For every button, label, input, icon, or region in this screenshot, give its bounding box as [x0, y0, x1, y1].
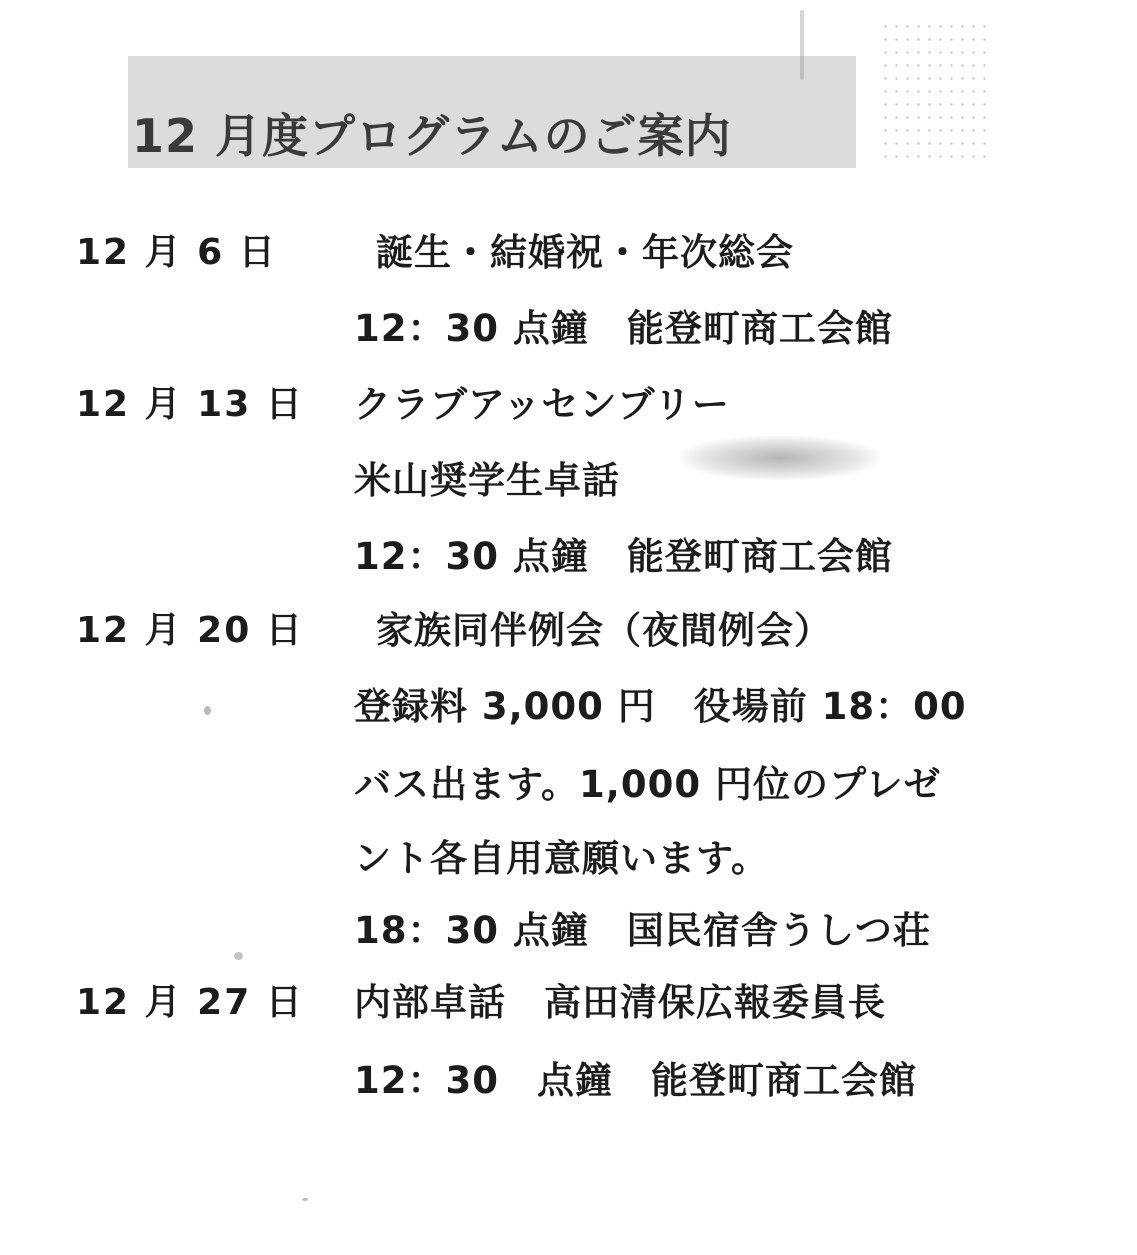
scan-speck: [302, 1198, 308, 1201]
event-date: 12 月 13 日: [76, 384, 304, 425]
event-detail-line: 12：30 点鐘 能登町商工会館: [354, 307, 893, 350]
scan-speck: [234, 952, 243, 960]
scan-noise-top-right: [880, 20, 990, 160]
event-detail-line: クラブアッセンブリー: [354, 383, 730, 426]
event-detail-line: 米山奨学生卓話: [354, 459, 620, 502]
event-detail-line: 内部卓話 高田清保広報委員長: [354, 981, 886, 1024]
page-title: 12 月度プログラムのご案内: [132, 109, 732, 163]
event-date: 12 月 20 日: [76, 610, 304, 651]
scan-speck: [204, 706, 211, 715]
event-detail-line: 18：30 点鐘 国民宿舎うしつ荘: [354, 909, 931, 952]
event-detail-line: 12：30 点鐘 能登町商工会館: [354, 535, 893, 578]
event-detail-line: 誕生・結婚祝・年次総会: [376, 231, 794, 274]
event-date: 12 月 27 日: [76, 982, 304, 1023]
scan-streak: [800, 10, 804, 80]
event-detail-line: バス出ます。1,000 円位のプレゼ: [354, 763, 942, 806]
redaction-smudge: [680, 436, 880, 480]
event-detail-line: 登録料 3,000 円 役場前 18：00: [354, 685, 967, 728]
event-date: 12 月 6 日: [76, 232, 277, 273]
event-detail-line: ント各自用意願います。: [354, 837, 770, 880]
event-detail-line: 12：30 点鐘 能登町商工会館: [354, 1059, 917, 1102]
event-detail-line: 家族同伴例会（夜間例会）: [376, 609, 832, 652]
